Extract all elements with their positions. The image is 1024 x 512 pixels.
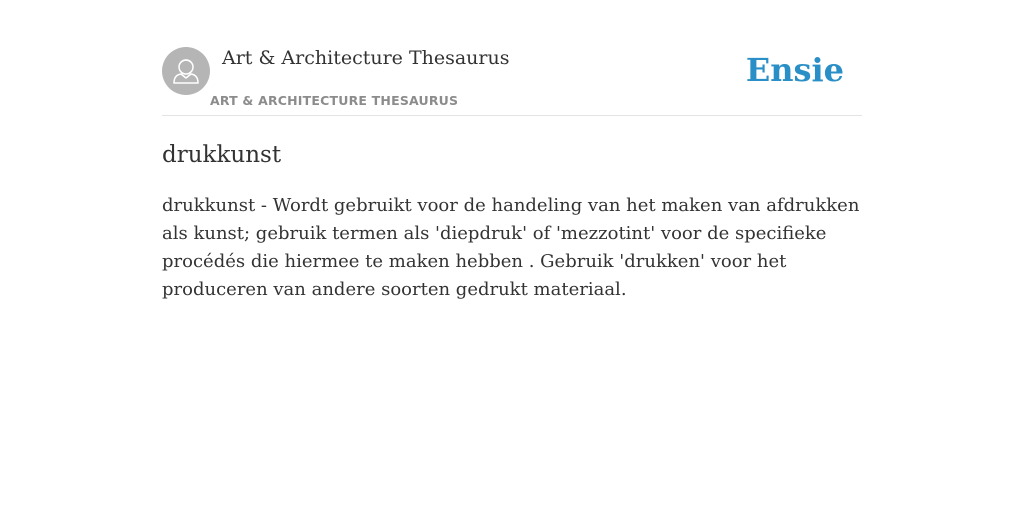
brand-logo[interactable]: Ensie — [745, 51, 844, 89]
user-icon — [162, 47, 210, 95]
avatar[interactable] — [162, 47, 210, 95]
author-name[interactable]: Art & Architecture Thesaurus — [222, 47, 510, 69]
content-container — [162, 0, 862, 300]
entry-header — [162, 0, 862, 116]
entry-definition: drukkunst - Wordt gebruikt voor de handeling van het maken van afdrukken als kunst; gebruik termen als 'diepdruk' of 'mezzotint' voor de specifieke procédés die hiermee te maken hebben . Gebruik 'drukken' voor het produceren van andere soorten gedrukt materiaal. — [162, 195, 860, 300]
entry-title: drukkunst — [162, 142, 282, 168]
author-subtitle: ART & ARCHITECTURE THESAURUS — [210, 93, 459, 108]
